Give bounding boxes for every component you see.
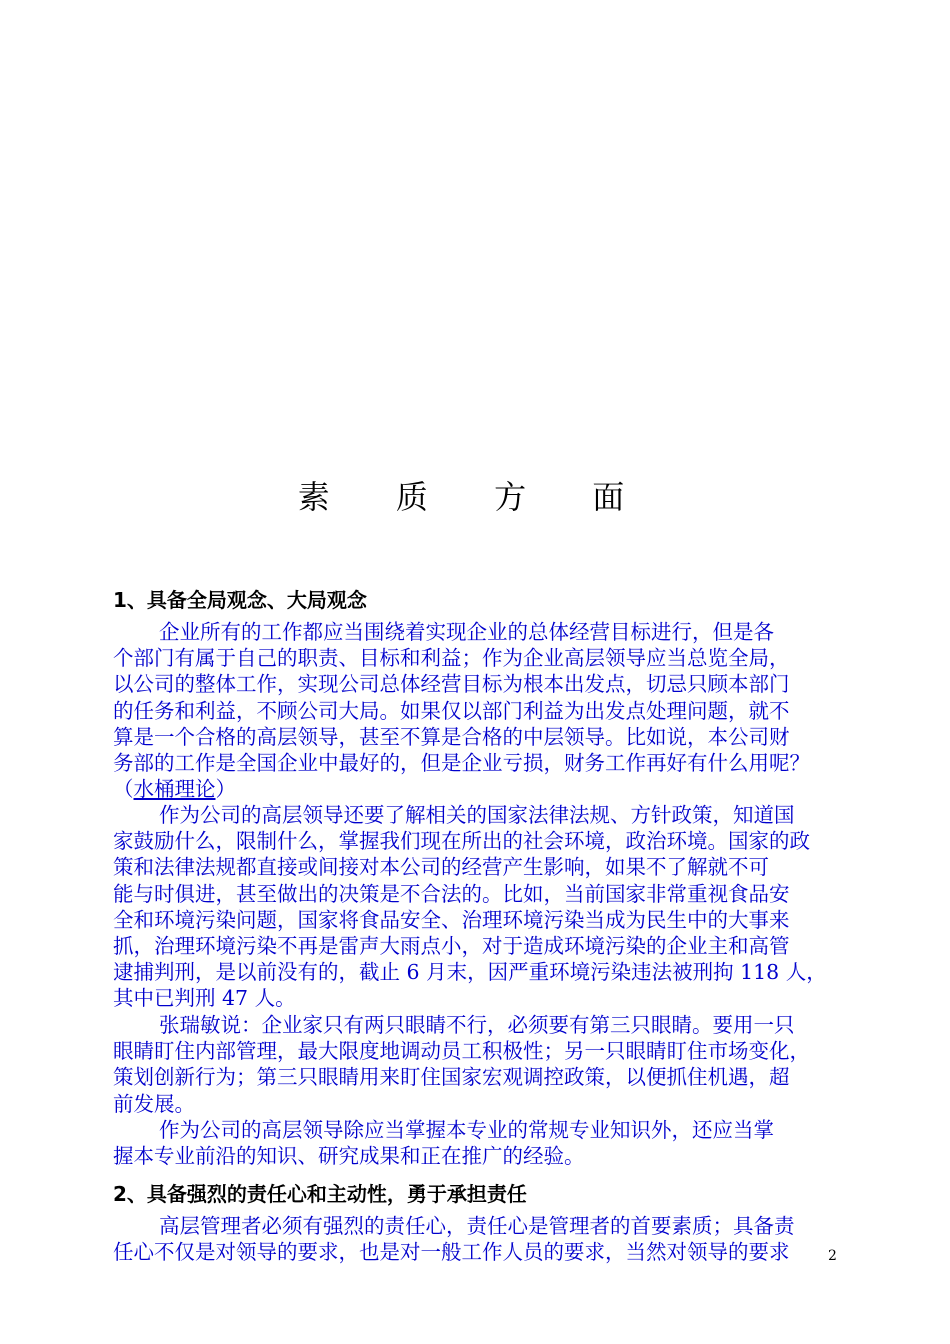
text-line: 策划创新行为；第三只眼睛用来盯住国家宏观调控政策，以便抓住机遇，超 — [113, 1065, 790, 1090]
section-1-paragraph-3 — [113, 1012, 853, 1117]
section-1-paragraph-4 — [113, 1117, 853, 1169]
text-line: 张瑞敏说：企业家只有两只眼睛不行，必须要有第三只眼睛。要用一只 — [159, 1013, 795, 1037]
text-line — [113, 776, 853, 802]
text-line: 个部门有属于自己的职责、目标和利益；作为企业高层领导应当总览全局， — [113, 646, 790, 671]
paren-open: （ — [113, 777, 134, 802]
page-number: 2 — [828, 1248, 837, 1264]
text-line: 以公司的整体工作，实现公司总体经营目标为根本出发点，切忌只顾本部门 — [113, 672, 790, 697]
text-line: 眼睛盯住内部管理，最大限度地调动员工积极性；另一只眼睛盯住市场变化， — [113, 1039, 810, 1064]
text-line: 全和环境污染问题，国家将食品安全、治理环境污染当成为民生中的大事来 — [113, 907, 790, 932]
text-line: 任心不仅是对领导的要求，也是对一般工作人员的要求，当然对领导的要求 — [113, 1240, 790, 1265]
text-line: 握本专业前沿的知识、研究成果和正在推广的经验。 — [113, 1144, 585, 1169]
text-line: 作为公司的高层领导除应当掌握本专业的常规专业知识外，还应当掌 — [159, 1118, 774, 1142]
text-line: 算是一个合格的高层领导，甚至不算是合格的中层领导。比如说，本公司财 — [113, 724, 790, 749]
text-line: 高层管理者必须有强烈的责任心，责任心是管理者的首要素质；具备责 — [159, 1214, 795, 1238]
text-line: 抓，治理环境污染不再是雷声大雨点小，对于造成环境污染的企业主和高管 — [113, 934, 790, 959]
section-2-paragraph-1 — [113, 1213, 853, 1265]
text-line: 企业所有的工作都应当围绕着实现企业的总体经营目标进行，但是各 — [159, 620, 774, 644]
text-line: 作为公司的高层领导还要了解相关的国家法律法规、方针政策，知道国 — [159, 803, 795, 827]
text-line: 其中已判刑 47 人。 — [113, 986, 296, 1011]
text-line: 的任务和利益，不顾公司大局。如果仅以部门利益为出发点处理问题，就不 — [113, 698, 790, 723]
text-line: 策和法律法规都直接或间接对本公司的经营产生影响，如果不了解就不可 — [113, 855, 769, 880]
text-line: 逮捕判刑，是以前没有的，截止 6 月末，因严重环境污染违法被刑拘 118 人， — [113, 960, 827, 985]
section-2-heading: 2、具备强烈的责任心和主动性，勇于承担责任 — [113, 1182, 527, 1206]
text-line: 能与时俱进，甚至做出的决策是不合法的。比如，当前国家非常重视食品安 — [113, 881, 790, 906]
bucket-theory-link[interactable]: 水桶理论 — [133, 777, 216, 802]
paren-close: ） — [215, 777, 236, 802]
section-1-heading: 1、具备全局观念、大局观念 — [113, 588, 367, 612]
text-line: 家鼓励什么，限制什么，掌握我们现在所出的社会环境，政治环境。国家的政 — [113, 829, 810, 854]
text-line: 务部的工作是全国企业中最好的，但是企业亏损，财务工作再好有什么用呢？ — [113, 751, 810, 776]
page-title: 素 质 方 面 — [297, 478, 653, 516]
section-1-paragraph-1 — [113, 619, 853, 802]
section-1-paragraph-2 — [113, 802, 853, 1012]
text-line: 前发展。 — [113, 1091, 195, 1116]
